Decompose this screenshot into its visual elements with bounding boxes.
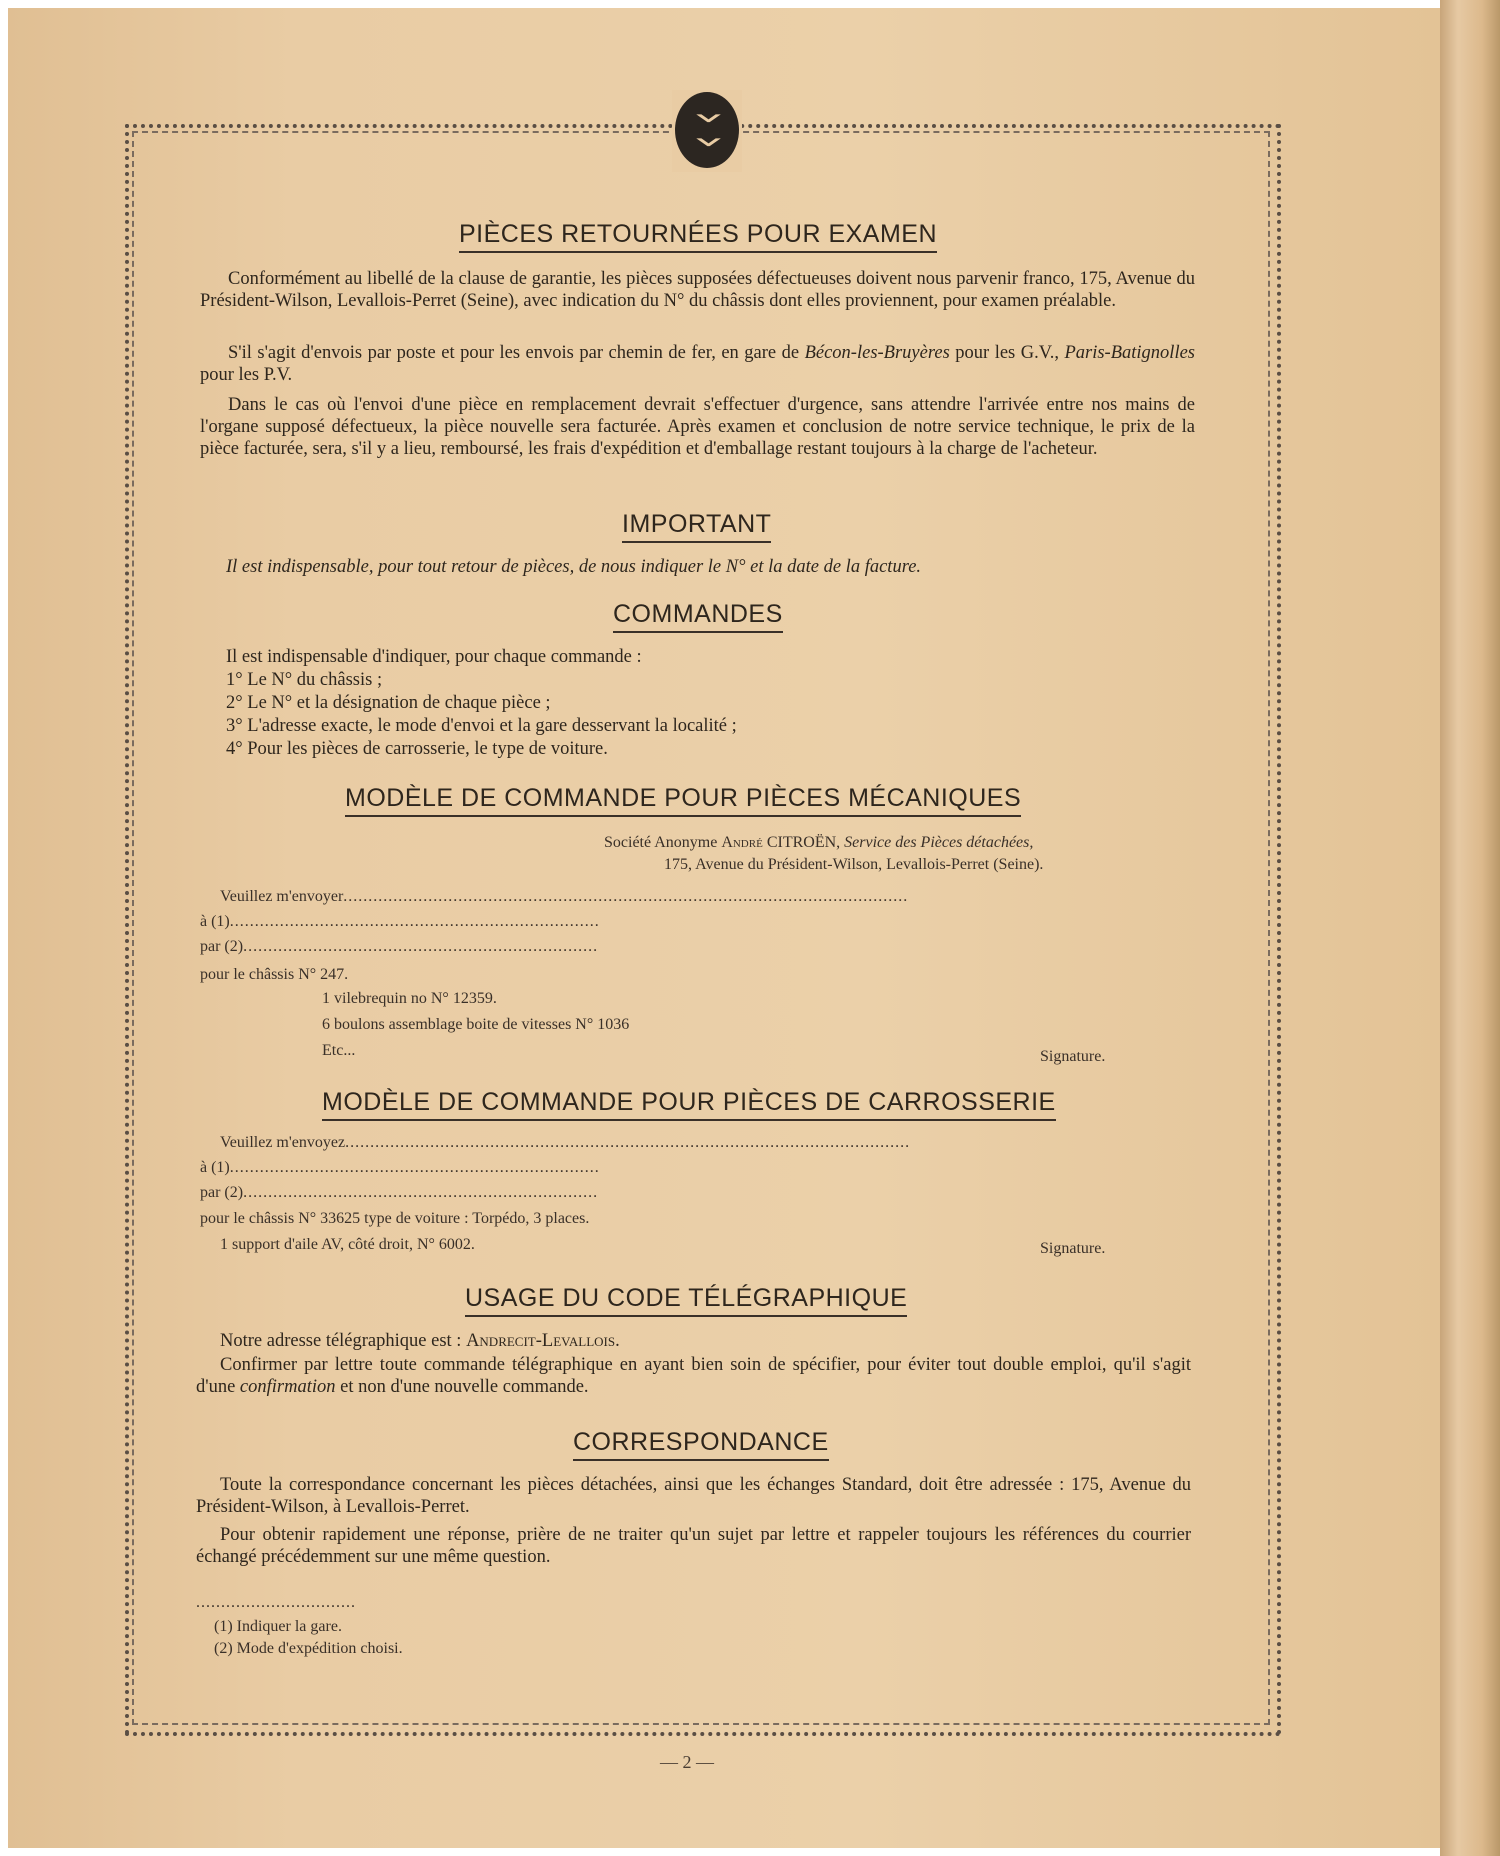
signature-label: Signature.	[1040, 1048, 1106, 1065]
footnote-rule: ................................	[196, 1594, 356, 1611]
retour-paragraph-1: Conformément au libellé de la clause de garantie, les pièces supposées défectueuses doivent nous parvenir franco, 175, Avenue du Président-Wilson, Levallois-Perret (Seine), avec indication du N° du châssis dont elles proviennent, pour examen préalable.	[200, 269, 1195, 311]
order-line: pour le châssis N° 247.	[200, 966, 349, 983]
order-line: 1 support d'aile AV, côté droit, N° 6002.	[220, 1236, 475, 1253]
corresp-paragraph-2: Pour obtenir rapidement une réponse, prière de ne traiter qu'un sujet par lettre et rappeler toujours les références du courrier échangé précédemment sur une même question.	[196, 1525, 1191, 1567]
section-title-code: USAGE DU CODE TÉLÉGRAPHIQUE	[465, 1284, 907, 1317]
commandes-item: 2° Le N° et la désignation de chaque pièce ;	[226, 693, 551, 713]
section-title-retour: PIÈCES RETOURNÉES POUR EXAMEN	[459, 220, 937, 253]
retour-paragraph-3: Dans le cas où l'envoi d'une pièce en remplacement devrait s'effectuer d'urgence, sans attendre l'arrivée entre nos mains de l'organe supposé défectueux, la pièce nouvelle sera facturée. Après examen et conclusion de notre service technique, le prix de la pièce facturée, sera, s'il y a lieu, remboursé, les frais d'expédition et d'emballage restant toujours à la charge de l'acheteur.	[200, 395, 1195, 459]
retour-paragraph-2: S'il s'agit d'envois par poste et pour les envois par chemin de fer, en gare de Bécon-les-Bruyères pour les G.V., Paris-Batignolles pour les P.V.	[200, 343, 1195, 385]
section-title-correspondance: CORRESPONDANCE	[573, 1428, 829, 1461]
order-line: Veuillez m'envoyez.................................................................................................................	[220, 1134, 911, 1151]
order-line: à (1)..........................................................................	[200, 913, 600, 930]
address-line-1: Société Anonyme André CITROËN, Service des Pièces détachées,	[604, 834, 1034, 851]
section-title-modele-mecaniques: MODÈLE DE COMMANDE POUR PIÈCES MÉCANIQUES	[345, 784, 1021, 817]
commandes-intro: Il est indispensable d'indiquer, pour chaque commande :	[226, 647, 642, 667]
order-line: à (1)..........................................................................	[200, 1159, 600, 1176]
code-paragraph-1: Notre adresse télégraphique est : Andrecit-Levallois.	[220, 1331, 620, 1351]
order-line: par (2).......................................................................	[200, 938, 599, 955]
order-line: pour le châssis N° 33625 type de voiture : Torpédo, 3 places.	[200, 1210, 590, 1227]
commandes-item: 3° L'adresse exacte, le mode d'envoi et la gare desservant la localité ;	[226, 716, 737, 736]
order-line: Veuillez m'envoyer.................................................................................................................	[220, 888, 909, 905]
code-paragraph-2: Confirmer par lettre toute commande télégraphique en ayant bien soin de spécifier, pour éviter tout double emploi, qu'il s'agit d'une confirmation et non d'une nouvelle commande.	[196, 1355, 1191, 1397]
footnote: (1) Indiquer la gare.	[214, 1618, 342, 1635]
section-title-commandes: COMMANDES	[613, 600, 783, 633]
citroen-logo-icon	[672, 90, 742, 172]
order-line: 1 vilebrequin no N° 12359.	[322, 990, 497, 1007]
order-line: Etc...	[322, 1042, 356, 1059]
chevron-icon: ‹	[674, 111, 739, 125]
important-text: Il est indispensable, pour tout retour de pièces, de nous indiquer le N° et la date de la facture.	[226, 557, 922, 577]
signature-label: Signature.	[1040, 1240, 1106, 1257]
section-title-modele-carrosserie: MODÈLE DE COMMANDE POUR PIÈCES DE CARROSSERIE	[322, 1088, 1056, 1121]
footnote: (2) Mode d'expédition choisi.	[214, 1640, 403, 1657]
logo-shield	[675, 92, 739, 168]
order-line: par (2).......................................................................	[200, 1184, 599, 1201]
address-line-2: 175, Avenue du Président-Wilson, Levallois-Perret (Seine).	[664, 856, 1044, 873]
corresp-paragraph-1: Toute la correspondance concernant les pièces détachées, ainsi que les échanges Standard, doit être adressée : 175, Avenue du Président-Wilson, à Levallois-Perret.	[196, 1475, 1191, 1517]
commandes-item: 1° Le N° du châssis ;	[226, 670, 383, 690]
section-title-important: IMPORTANT	[622, 510, 771, 543]
order-line: 6 boulons assemblage boite de vitesses N° 1036	[322, 1016, 630, 1033]
commandes-item: 4° Pour les pièces de carrosserie, le type de voiture.	[226, 739, 608, 759]
page-number: — 2 —	[660, 1752, 714, 1772]
chevron-icon: ‹	[674, 135, 739, 149]
binding-spine	[1440, 0, 1500, 1856]
